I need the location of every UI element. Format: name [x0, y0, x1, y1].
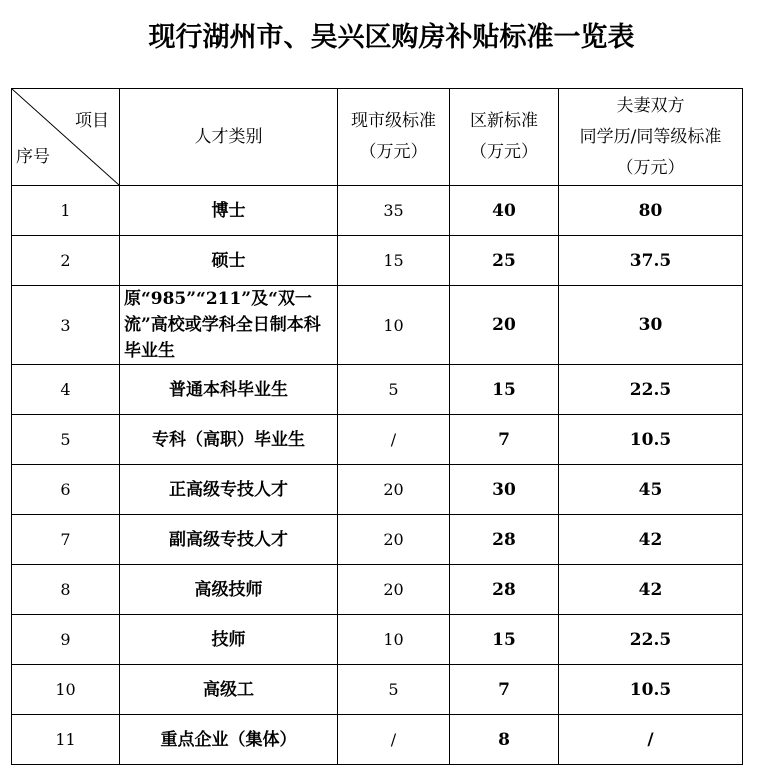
row-city-standard: 10	[338, 615, 450, 665]
table-row	[12, 186, 743, 236]
row-seq: 2	[12, 236, 120, 286]
row-seq: 3	[12, 286, 120, 365]
row-category: 原“985”“211”及“双一流”高校或学科全日制本科毕业生	[120, 286, 338, 365]
row-city-standard: 20	[338, 565, 450, 615]
table-row	[12, 286, 743, 365]
table-row	[12, 465, 743, 515]
row-category: 副高级专技人才	[120, 515, 338, 565]
row-city-standard: /	[338, 715, 450, 765]
row-city-standard: 5	[338, 665, 450, 715]
table-row	[12, 715, 743, 765]
row-district-standard: 20	[450, 286, 559, 365]
row-seq: 11	[12, 715, 120, 765]
row-couple-standard: 30	[559, 286, 743, 365]
table-row	[12, 615, 743, 665]
row-category: 硕士	[120, 236, 338, 286]
row-seq: 1	[12, 186, 120, 236]
row-district-standard: 28	[450, 515, 559, 565]
header-category-label: 人才类别	[194, 126, 263, 147]
row-couple-standard: 42	[559, 565, 743, 615]
header-city-standard	[338, 89, 450, 186]
row-district-standard: 40	[450, 186, 559, 236]
row-city-standard: 10	[338, 286, 450, 365]
table-row	[12, 515, 743, 565]
row-city-standard: 5	[338, 365, 450, 415]
header-city-line1: 现市级标准	[351, 111, 436, 131]
row-category: 重点企业（集体）	[120, 715, 338, 765]
row-couple-standard: 10.5	[559, 665, 743, 715]
subsidy-table	[11, 88, 743, 765]
cropped-next-line	[0, 766, 783, 772]
table-row	[12, 415, 743, 465]
table-row	[12, 365, 743, 415]
row-seq: 4	[12, 365, 120, 415]
row-category: 专科（高职）毕业生	[120, 415, 338, 465]
row-couple-standard: 42	[559, 515, 743, 565]
row-district-standard: 30	[450, 465, 559, 515]
row-seq: 7	[12, 515, 120, 565]
row-seq: 9	[12, 615, 120, 665]
row-district-standard: 7	[450, 415, 559, 465]
row-category: 正高级专技人才	[120, 465, 338, 515]
row-seq: 8	[12, 565, 120, 615]
diagonal-line	[12, 89, 119, 185]
header-city-line2: （万元）	[359, 142, 428, 162]
row-seq: 5	[12, 415, 120, 465]
row-category: 普通本科毕业生	[120, 365, 338, 415]
header-couple-standard	[559, 89, 743, 186]
row-district-standard: 8	[450, 715, 559, 765]
row-category: 高级工	[120, 665, 338, 715]
header-seq-label: 序号	[16, 147, 50, 167]
row-couple-standard: 37.5	[559, 236, 743, 286]
row-couple-standard: /	[559, 715, 743, 765]
header-diagonal-cell	[12, 89, 120, 186]
row-seq: 6	[12, 465, 120, 515]
row-couple-standard: 80	[559, 186, 743, 236]
header-district-line1: 区新标准	[470, 111, 538, 131]
row-city-standard: 20	[338, 515, 450, 565]
row-category: 技师	[120, 615, 338, 665]
header-district-standard	[450, 89, 559, 186]
row-district-standard: 28	[450, 565, 559, 615]
header-district-line2: （万元）	[470, 142, 538, 162]
header-couple-line2: 同学历/同等级标准	[579, 126, 722, 147]
row-city-standard: 15	[338, 236, 450, 286]
table-header-row	[12, 89, 743, 186]
row-seq: 10	[12, 665, 120, 715]
header-couple-line3: （万元）	[616, 157, 685, 178]
row-city-standard: 20	[338, 465, 450, 515]
row-district-standard: 15	[450, 365, 559, 415]
row-district-standard: 15	[450, 615, 559, 665]
row-city-standard: 35	[338, 186, 450, 236]
table-row	[12, 565, 743, 615]
header-couple-line1: 夫妻双方	[616, 95, 685, 116]
header-category	[120, 89, 338, 186]
header-item-label: 项目	[75, 111, 109, 131]
table-row	[12, 665, 743, 715]
row-couple-standard: 22.5	[559, 365, 743, 415]
row-category: 高级技师	[120, 565, 338, 615]
page-title: 现行湖州市、吴兴区购房补贴标准一览表	[148, 22, 635, 53]
row-category: 博士	[120, 186, 338, 236]
row-couple-standard: 22.5	[559, 615, 743, 665]
table-row	[12, 236, 743, 286]
row-city-standard: /	[338, 415, 450, 465]
row-district-standard: 7	[450, 665, 559, 715]
row-district-standard: 25	[450, 236, 559, 286]
row-couple-standard: 45	[559, 465, 743, 515]
row-couple-standard: 10.5	[559, 415, 743, 465]
